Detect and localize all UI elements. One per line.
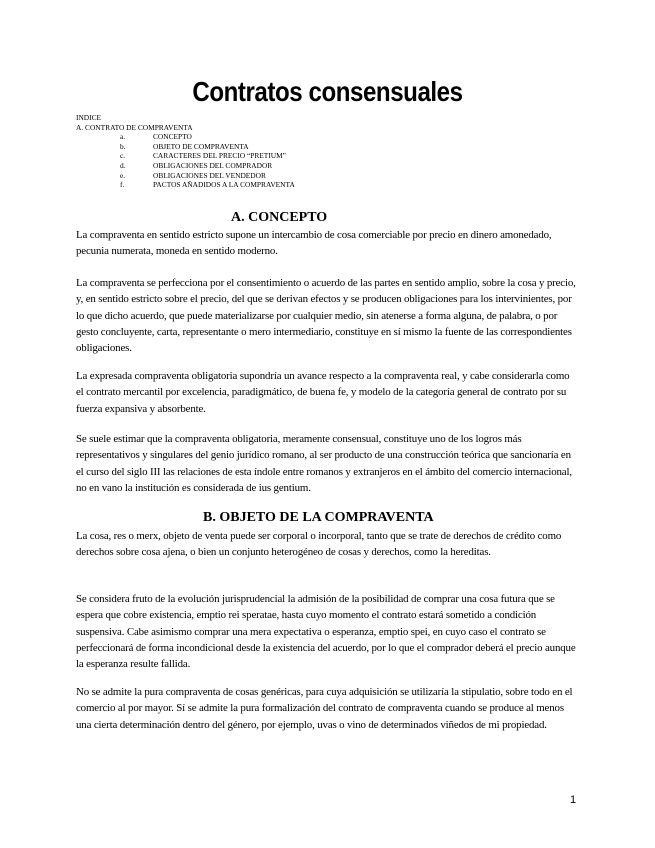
toc-item-text: OBJETO DE COMPRAVENTA <box>153 141 249 151</box>
toc-item <box>120 132 295 142</box>
paragraph: La compraventa en sentido estricto supone un intercambio de cosa comerciable por precio en dinero amonedado, pecunia numerata, moneda en sentido moderno. <box>76 229 552 258</box>
toc-items <box>120 132 295 190</box>
toc-item <box>120 180 295 190</box>
toc-item <box>120 151 295 161</box>
paragraph: No se admite la pura compraventa de cosas genéricas, para cuya adquisición se utilizaría la stipulatio, sobre todo en el comercio al por mayor. Sí se admite la pura formalización del contrato de compraventa cuando se produce al menos una cierta determinación dentro del género, por ejemplo, uvas o vino de determinados viñedos de mi propiedad. <box>76 686 573 731</box>
toc-item <box>120 171 295 181</box>
toc-item-letter: f. <box>120 180 125 190</box>
toc-item <box>120 142 295 152</box>
paragraph: Se suele estimar que la compraventa obligatoria, meramente consensual, constituye uno de los logros más representativos y singulares del genio jurídico romano, al ser producto de una construcción teórica que sancionaría en el curso del siglo III las relaciones de esta índole entre romanos y extranjeros en el ámbito del comercio internacional, no en vano la institución es considerada de ius gentium. <box>76 433 572 494</box>
toc-item <box>120 161 295 171</box>
page-title: Contratos consensuales <box>192 76 463 107</box>
toc-main-entry: A. CONTRATO DE COMPRAVENTA <box>76 122 193 132</box>
toc-item-letter: c. <box>120 151 126 161</box>
toc-item-text: OBLIGACIONES DEL VENDEDOR <box>153 170 266 180</box>
toc-item-letter: e. <box>120 170 126 180</box>
paragraph: La expresada compraventa obligatoria supondría un avance respecto a la compraventa real, y cabe considerarla como el contrato mercantil por excelencia, paradigmático, de buena fe, y modelo de la categoría general de contrato por su fuerza expansiva y absorbente. <box>76 370 570 415</box>
paragraph: Se considera fruto de la evolución jurisprudencial la admisión de la posibilidad de comprar una cosa futura que se espera que cobre existencia, emptio rei speratae, hasta cuyo momento el contrato estará sometido a condición suspensiva. Cabe asimismo comprar una mera expectativa o esperanza, emptio spei, en cuyo caso el contrato se perfeccionará de forma incondicional desde la existencia del acuerdo, por lo que el comprador deberá el precio aunque la esperanza resulte fallida. <box>76 593 576 671</box>
toc-item-letter: a. <box>120 132 126 142</box>
toc-item-text: OBLIGACIONES DEL COMPRADOR <box>153 160 273 170</box>
section-heading-concepto: A. CONCEPTO <box>231 210 328 225</box>
toc-item-letter: d. <box>120 160 126 170</box>
toc-item-text: CONCEPTO <box>153 132 192 142</box>
page-number: 1 <box>570 794 577 806</box>
toc-item-letter: b. <box>120 141 126 151</box>
toc-item-text: PACTOS AÑADIDOS A LA COMPRAVENTA <box>153 180 295 190</box>
paragraph: La cosa, res o merx, objeto de venta puede ser corporal o incorporal, tanto que se trate de derechos de crédito como derechos sobre cosa ajena, o bien un conjunto heterogéneo de cosas y derechos, como la hereditas. <box>76 530 562 559</box>
paragraph: La compraventa se perfecciona por el consentimiento o acuerdo de las partes en sentido amplio, sobre la cosa y precio, y, en sentido estricto sobre el precio, del que se derivan efectos y se producen obligaciones para los intervinientes, por lo que dicho acuerdo, que puede materializarse por cualquier medio, sin atenerse a forma alguna, de palabra, o por gesto concluyente, carta, representante o mero intermediario, constituye en sí mismo la fuente de las correspondientes obligaciones. <box>76 277 576 355</box>
toc-item-text: CARACTERES DEL PRECIO “PRETIUM” <box>153 151 286 161</box>
section-heading-objeto: B. OBJETO DE LA COMPRAVENTA <box>203 510 434 525</box>
table-of-contents <box>76 113 295 190</box>
toc-label: INDICE <box>76 113 102 122</box>
